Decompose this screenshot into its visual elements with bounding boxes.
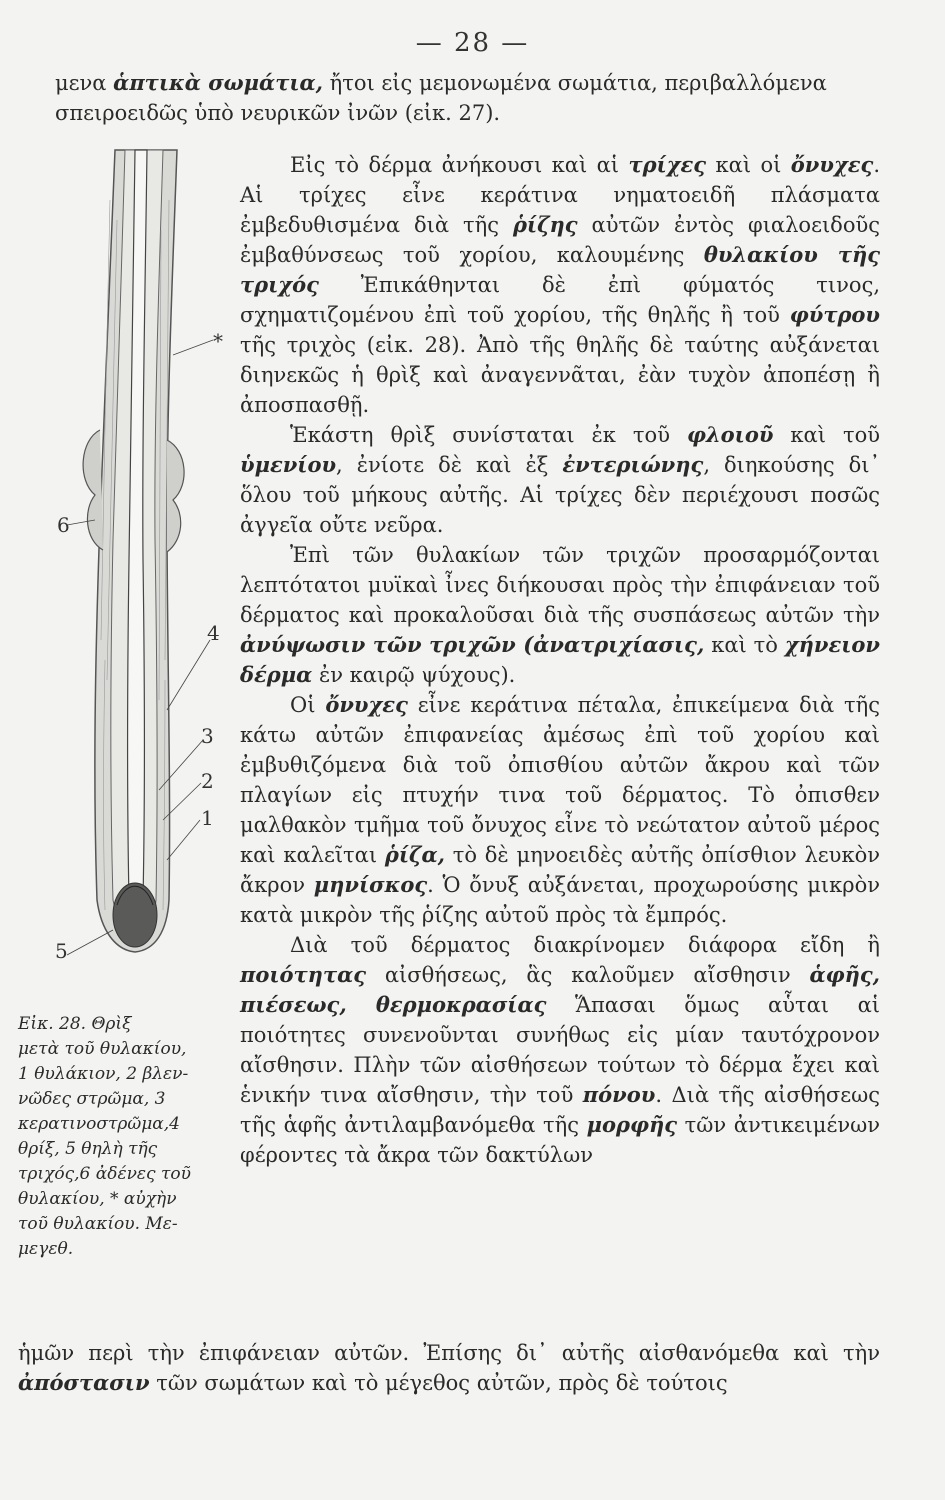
caption-line: 1 θυλάκιον, 2 βλεν- (18, 1064, 189, 1084)
caption-line: Εἰκ. 28. Θρὶξ (18, 1014, 132, 1034)
bold-term: μορφῆς (586, 1112, 678, 1137)
bold-term: ποιότητας (240, 962, 367, 987)
paragraph-sensation: Διὰ τοῦ δέρματος διακρίνομεν διάφορα εἴδη ἢ ποιότητας αἰσθήσεως, ἃς καλοῦμεν αἴσθησιν ἁφῆς, πιέσεως, θερμοκρασίας Ἅπασαι ὅμως αὗται αἱ ποιότητες συνενοῦνται συνήθως εἰς μίαν ταυτόχρονον αἴσθησιν. Πλὴν τῶν αἰσθήσεων τούτων τὸ δέρμα ἔχει καὶ ἑνικήν τινα αἴσθησιν, τὴν τοῦ πόνου. Διὰ τῆς αἰσθήσεως τῆς ἁφῆς ἀντιλαμβανόμεθα τῆς μορφῆς τῶν ἀντικειμένων φέροντες τὰ ἄκρα τῶν δακτύλων (240, 933, 880, 1167)
bold-term: μηνίσκος (313, 872, 428, 897)
main-body-text (240, 150, 880, 1170)
bold-term: ἀπόστασιν (18, 1370, 150, 1395)
bottom-full-width-text (18, 1338, 880, 1398)
figure-caption (18, 1012, 218, 1262)
intro-line-2: σπειροειδῶς ὑπὸ νευρικῶν ἰνῶν (εἰκ. 27). (55, 101, 501, 125)
bold-term: ῥίζης (512, 212, 578, 237)
bold-term: ῥίζα, (384, 842, 445, 867)
paragraph-hair-nails: Εἰς τὸ δέρμα ἀνήκουσι καὶ αἱ τρίχες καὶ οἱ ὄνυχες. Αἱ τρίχες εἶνε κεράτινα νηματοειδῆ πλάσματα ἐμβεδυθισμένα διὰ τῆς ῥίζης αὐτῶν ἐντὸς φιαλοειδοῦς ἐμβαθύνσεως τοῦ χορίου, καλουμένης θυλακίου τῆς τριχός Ἐπικάθηνται δὲ ἐπὶ φύματός τινος, σχηματιζομένου ἐπὶ τοῦ χορίου, τῆς θηλῆς ἢ τοῦ φύτρου τῆς τριχὸς (εἰκ. 28). Ἀπὸ τῆς θηλῆς δὲ ταύτης αὐξάνεται διηνεκῶς ἡ θρὶξ καὶ ἀναγεννᾶται, ἐὰν τυχὸν ἀποπέσῃ ἢ ἀποσπασθῇ. (240, 152, 881, 417)
bold-term: ἁπτικὰ σωμάτια, (113, 70, 323, 95)
figure-label: 1 (201, 806, 214, 830)
caption-line: μετὰ τοῦ θυλακίου, (18, 1039, 187, 1059)
caption-line: θρίξ, 5 θηλὴ τῆς (18, 1139, 158, 1159)
caption-line: τοῦ θυλακίου. Με- (18, 1214, 178, 1234)
hair-follicle-illustration (55, 140, 223, 1000)
bold-term: φύτρου (789, 302, 880, 327)
paragraph-continuation: ἡμῶν περὶ τὴν ἐπιφάνειαν αὐτῶν. Ἐπίσης δι᾽ αὐτῆς αἰσθανόμεθα καὶ τὴν ἀπόστασιν τῶν σωμάτων καὶ τὸ μέγεθος αὐτῶν, πρὸς δὲ τούτοις (18, 1341, 880, 1395)
figure-label: * (213, 329, 223, 353)
paragraph-hair-structure: Ἑκάστη θρὶξ συνίσταται ἐκ τοῦ φλοιοῦ καὶ τοῦ ὑμενίου, ἐνίοτε δὲ καὶ ἐξ ἐντεριώνης, διηκούσης δι᾽ ὅλου τοῦ μήκους αὐτῆς. Αἱ τρίχες δὲν περιέχουσι ποσῶς ἀγγεῖα οὔτε νεῦρα. (240, 422, 881, 537)
figure-label: 6 (57, 513, 70, 537)
figure-label: 3 (201, 724, 214, 748)
caption-line: τριχός,6 ἀδένες τοῦ (18, 1164, 191, 1184)
hair-follicle-figure (55, 140, 223, 1000)
bold-term: ἀνύψωσιν τῶν τριχῶν (ἀνατριχίασις, (240, 632, 705, 657)
bold-term: ἁφῆς, πιέσεως, θερμοκρασίας (240, 962, 880, 1017)
bold-term: θυλακίου τῆς τριχός (240, 242, 881, 297)
bold-term: ἐντεριώνης (562, 452, 704, 477)
bold-term: πόνου (582, 1082, 656, 1107)
bold-term: φλοιοῦ (686, 422, 774, 447)
bold-term: χήνειον δέρμα (240, 632, 880, 687)
bold-term: ὄνυχες (325, 692, 408, 717)
bold-term: ὄνυχες (790, 152, 874, 177)
caption-line: κερατινοστρῶμα,4 (18, 1114, 180, 1134)
caption-line: νῶδες στρῶμα, 3 (18, 1089, 166, 1109)
caption-line: μεγεθ. (18, 1239, 74, 1259)
paragraph-hair-muscles: Ἐπὶ τῶν θυλακίων τῶν τριχῶν προσαρμόζονται λεπτότατοι μυϊκαὶ ἶνες διήκουσαι πρὸς τὴν ἐπιφάνειαν τοῦ δέρματος καὶ προκαλοῦσαι διὰ τῆς συσπάσεως αὐτῶν τὴν ἀνύψωσιν τῶν τριχῶν (ἀνατριχίασις, καὶ τὸ χήνειον δέρμα ἐν καιρῷ ψύχους). (240, 543, 880, 687)
figure-label: 4 (207, 621, 220, 645)
figure-label: 2 (201, 769, 214, 793)
paragraph-nails: Οἱ ὄνυχες εἶνε κεράτινα πέταλα, ἐπικείμενα διὰ τῆς κάτω αὐτῶν ἐπιφανείας ἀμέσως ἐπὶ τοῦ χορίου καὶ ἐμβυθιζόμενα διὰ τοῦ ὀπισθίου αὐτῶν ἄκρου καὶ τῶν πλαγίων εἰς πτυχήν τινα τοῦ δέρματος. Τὸ ὀπισθεν μαλθακὸν τμῆμα τοῦ ὄνυχος εἶνε τὸ νεώτατον αὐτοῦ μέρος καὶ καλεῖται ῥίζα, τὸ δὲ μηνοειδὲς αὐτῆς ὀπίσθιον λευκὸν ἄκρον μηνίσκος. Ὁ ὄνυξ αὐξάνεται, προχωρούσης μικρὸν κατὰ μικρὸν τῆς ῥίζης αὐτοῦ πρὸς τὰ ἔμπρός. (240, 692, 880, 927)
figure-label: 5 (55, 939, 68, 963)
page-number: — 28 — (415, 28, 530, 58)
bold-term: τρίχες (628, 152, 707, 177)
caption-line: θυλακίου, * αὐχὴν (18, 1189, 177, 1209)
bold-term: ὑμενίου (240, 452, 337, 477)
intro-text (55, 68, 915, 128)
intro-line-1: μενα ἁπτικὰ σωμάτια, ἤτοι εἰς μεμονωμένα σωμάτια, περιβαλλόμενα (55, 70, 827, 95)
